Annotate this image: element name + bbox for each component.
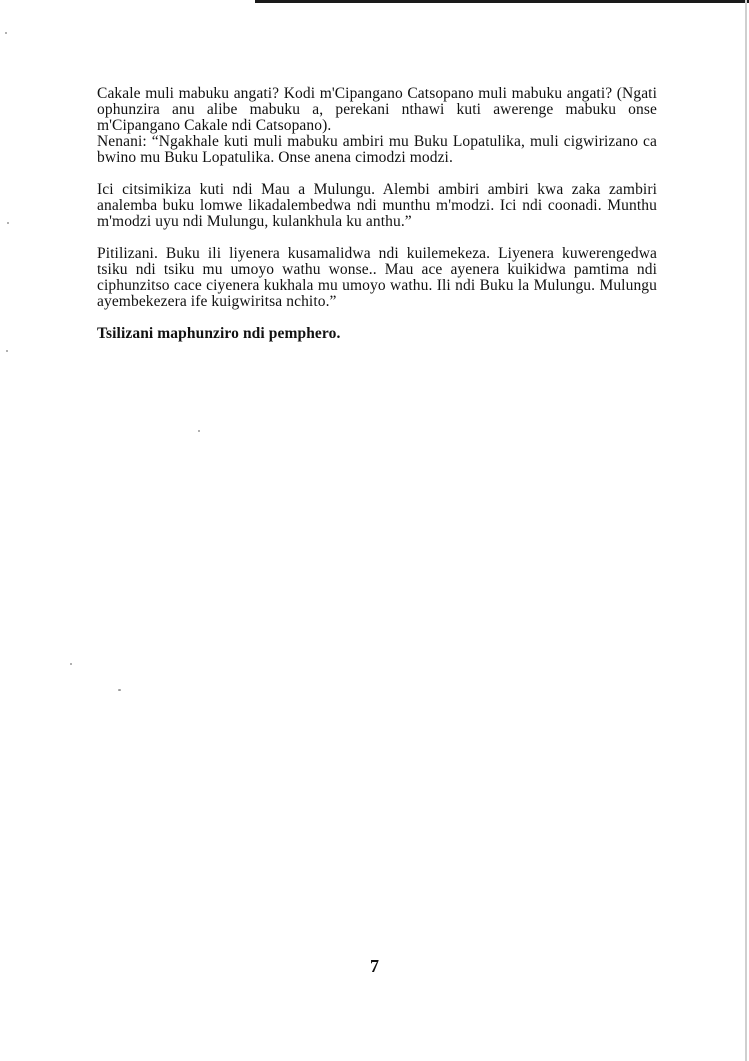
- page-body: [97, 86, 657, 342]
- paragraph-pitilizani: Pitilizani. Buku ili liyenera kusamalidwa ndi kuilemekeza. Liyenera kuwerengedwa tsiku ndi tsiku mu umoyo wathu wonse.. Mau ace ayenera kuikidwa pamtima ndi ciphunzitso cace ciyenera kukhala mu umoyo wathu. Ili ndi Buku la Mulungu. Mulungu ayembekezera ife kuigwiritsa nchito.”: [97, 245, 657, 310]
- scan-speck: [7, 222, 9, 224]
- page-number: 7: [370, 956, 379, 976]
- page-edge: [745, 0, 747, 1061]
- paragraph-mau-a-mulungu: Ici citsimikiza kuti ndi Mau a Mulungu. Alembi ambiri ambiri kwa zaka zambiri analemba buku lomwe likadalembedwa ndi munthu m'modzi. Ici ndi coonadi. Munthu m'modzi uyu ndi Mulungu, kulankhula ku anthu.”: [97, 181, 657, 230]
- scan-speck: [6, 350, 8, 352]
- scan-speck: [5, 32, 7, 34]
- paragraph-question: Cakale muli mabuku angati? Kodi m'Cipangano Catsopano muli mabuku angati? (Ngati ophunzira anu alibe mabuku a, perekani nthawi kuti awerenge mabuku onse m'Cipangano Cakale ndi Catsopano).: [97, 85, 657, 134]
- scan-speck: [70, 663, 72, 665]
- scan-speck: [198, 430, 200, 432]
- paragraph-nenani: Nenani: “Ngakhale kuti muli mabuku ambiri mu Buku Lopatulika, muli cigwirizano ca bwino mu Buku Lopatulika. Onse anena cimodzi modzi.: [97, 133, 657, 166]
- top-border-rule: [255, 0, 749, 3]
- paragraph-closing: Tsilizani maphunziro ndi pemphero.: [97, 325, 341, 342]
- scan-speck: [118, 689, 121, 691]
